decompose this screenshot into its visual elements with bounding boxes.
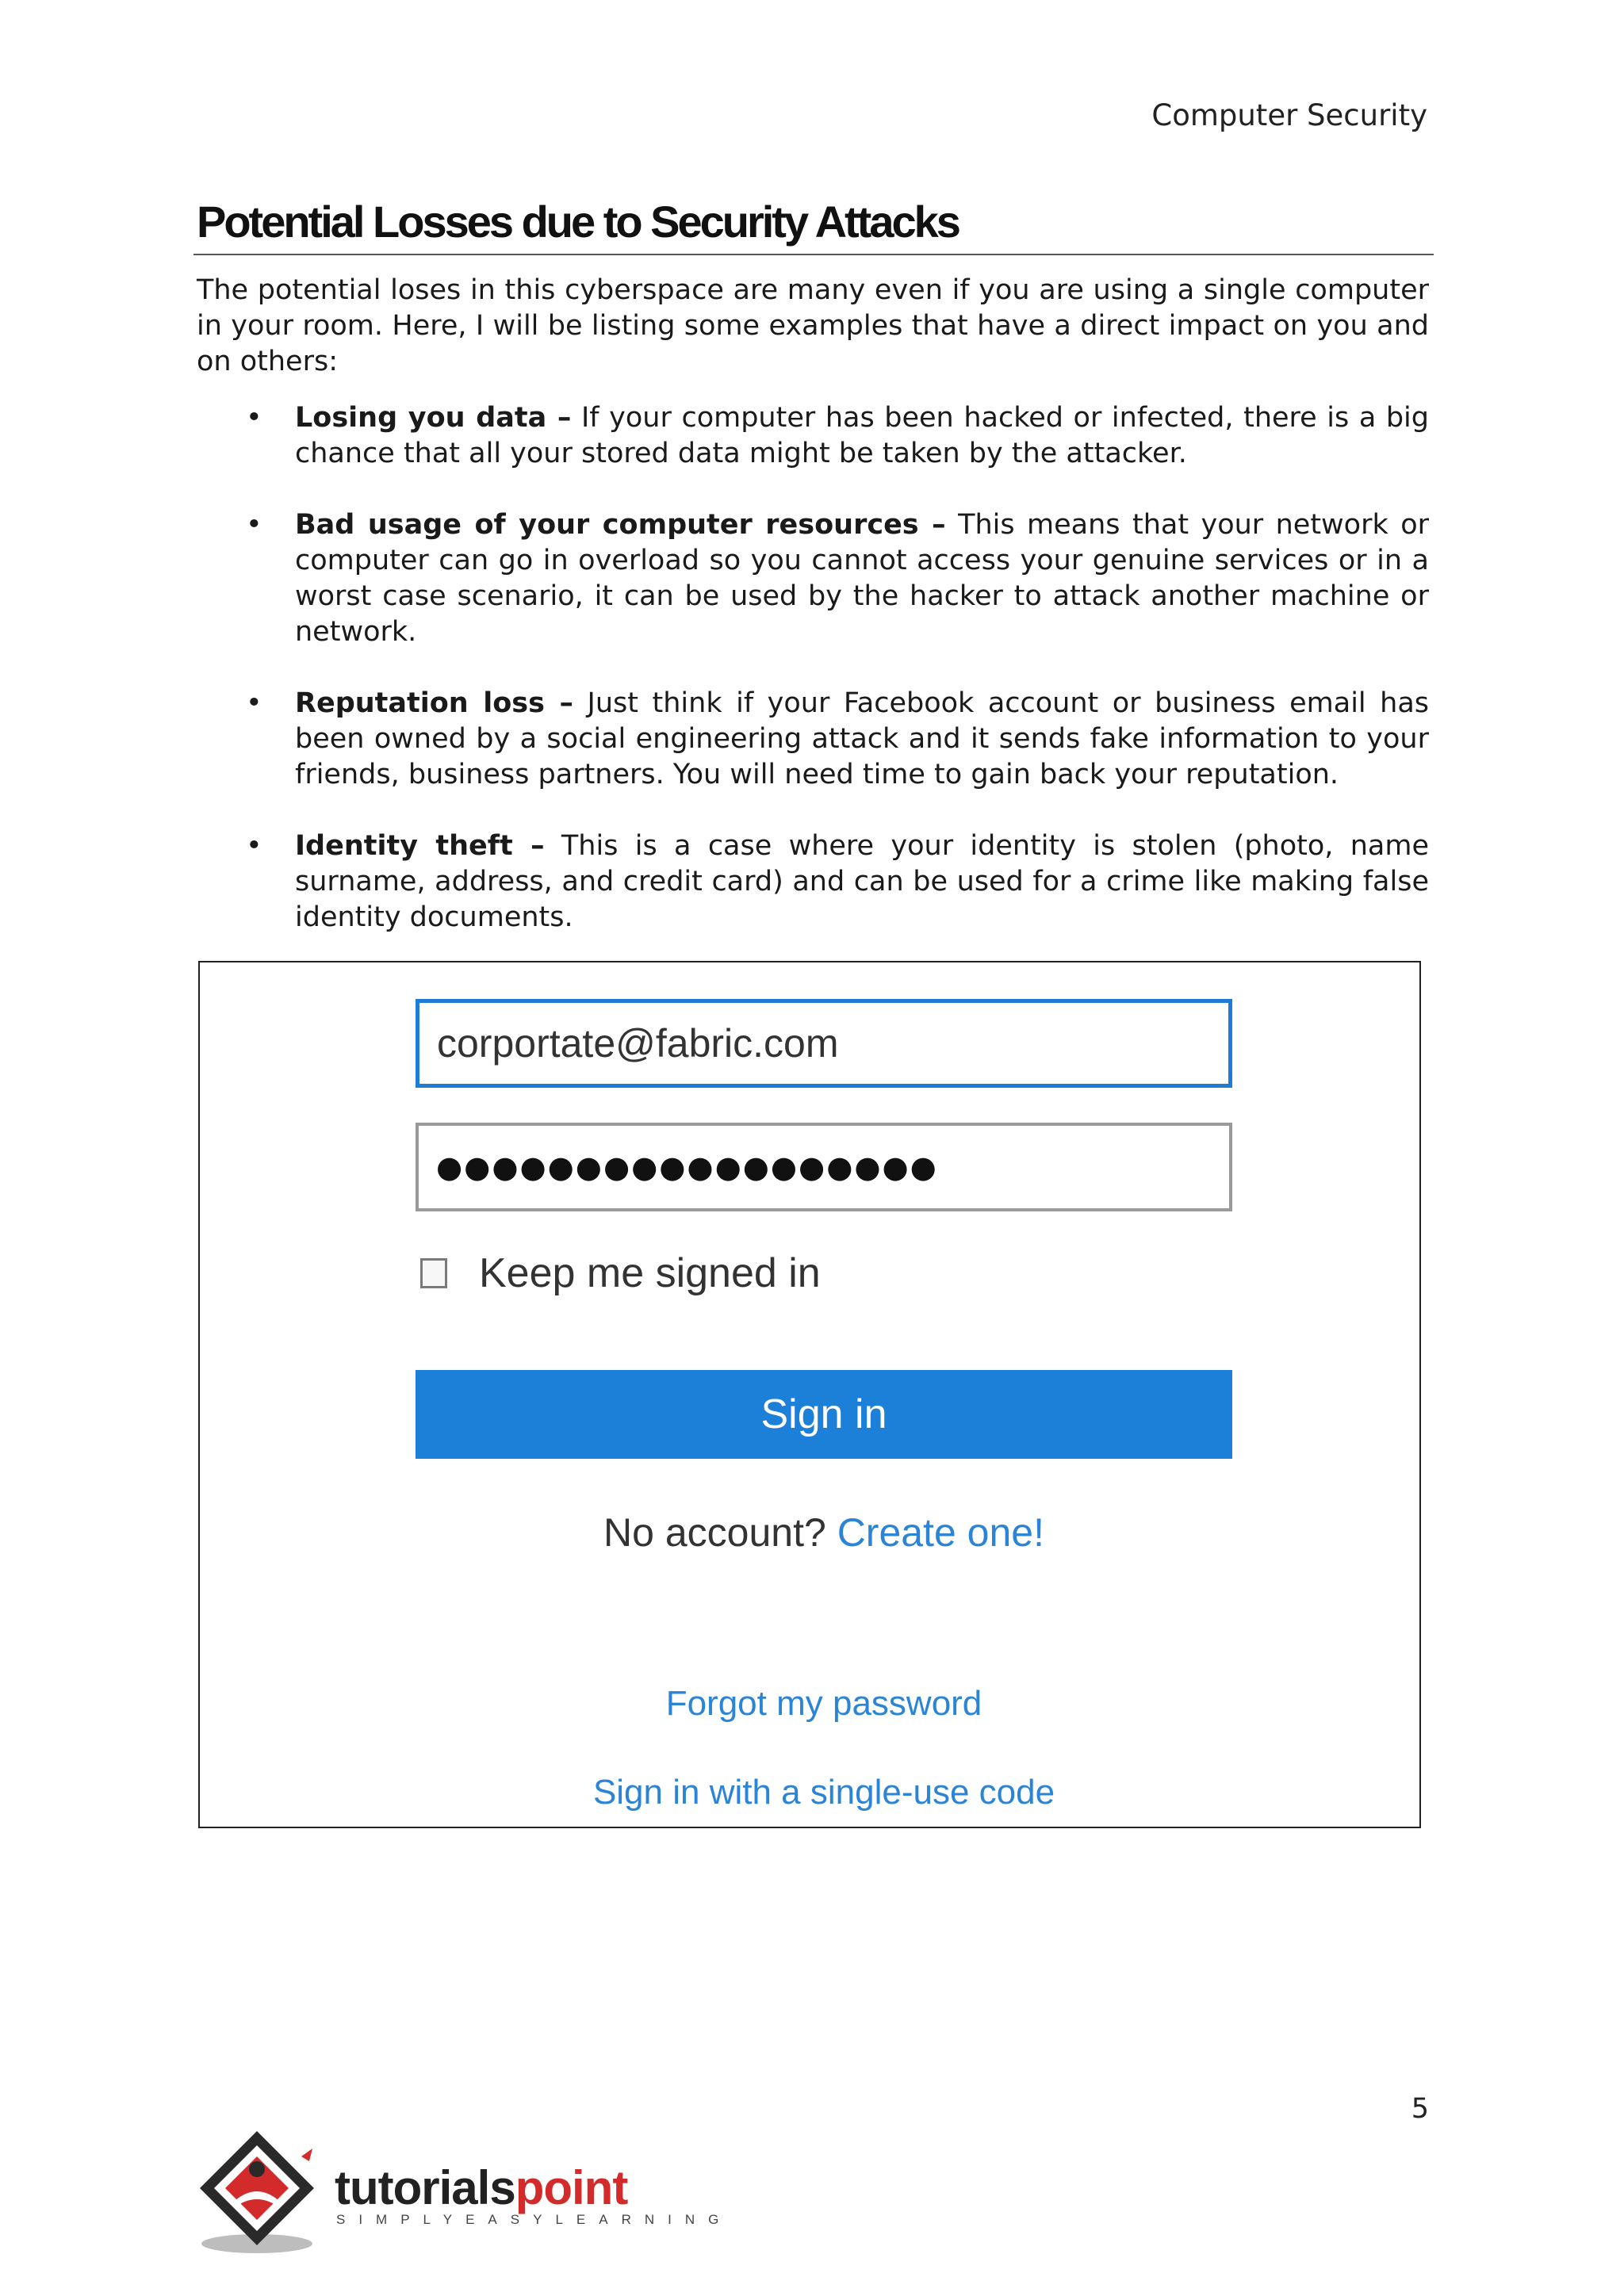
bullet-icon: • [246, 687, 262, 719]
intro-paragraph: The potential loses in this cyberspace are many even if you are using a single computer in your room. Here, I will be listing some examples that have a direct impact on you and on others: [197, 274, 1429, 377]
forgot-password-link[interactable]: Forgot my password [665, 1684, 982, 1723]
bullet-text: This is a case where your identity is stolen (photo, name surname, address, and credit card) and can be used for a crime like making false identity documents. [295, 830, 1429, 933]
sign-in-button[interactable]: Sign in [416, 1370, 1232, 1459]
section-title: Potential Losses due to Security Attacks [197, 197, 959, 247]
bullet-text: Just think if your Facebook account or business email has been owned by a social engineering attack and it sends fake information to your friends, business partners. You will need time to gain back your reputation. [295, 687, 1430, 790]
tutorialspoint-logo [193, 2125, 733, 2260]
loss-list [197, 400, 1429, 971]
no-account-line [416, 1510, 1232, 1556]
bullet-term: Losing you data – [295, 402, 572, 434]
password-mask: ●●●●●●●●●●●●●●●●●● [436, 1150, 938, 1184]
list-item [197, 400, 1429, 472]
logo-emblem-icon [193, 2125, 336, 2260]
title-underline [193, 254, 1434, 255]
list-item [197, 828, 1429, 936]
list-item [197, 507, 1429, 650]
page-number: 5 [1411, 2093, 1429, 2125]
bullet-icon: • [246, 509, 262, 541]
list-item [197, 686, 1429, 793]
logo-wordmark: tutorialspoint [335, 2161, 628, 2214]
keep-signed-in-label: Keep me signed in [479, 1250, 821, 1296]
bullet-icon: • [246, 830, 262, 862]
password-field[interactable] [416, 1123, 1232, 1211]
bullet-term: Reputation loss – [295, 687, 574, 719]
keep-signed-in-checkbox[interactable] [420, 1258, 447, 1288]
bullet-text: If your computer has been hacked or infected, there is a big chance that all your stored data might be taken by the attacker. [295, 402, 1429, 469]
no-account-text: No account? [603, 1510, 826, 1555]
single-use-code-link[interactable]: Sign in with a single-use code [592, 1773, 1055, 1812]
create-account-link[interactable]: Create one! [837, 1510, 1044, 1555]
bullet-term: Bad usage of your computer resources – [295, 509, 946, 541]
login-screenshot [198, 961, 1421, 1828]
remember-row [420, 1249, 821, 1297]
running-header: Computer Security [1151, 98, 1427, 132]
bullet-icon: • [246, 402, 262, 434]
bullet-term: Identity theft – [295, 830, 545, 862]
email-field[interactable]: corportate@fabric.com [416, 999, 1232, 1088]
bullet-text: This means that your network or computer can go in overload so you cannot access your genuine services or in a worst case scenario, it can be used by the hacker to attack another machine or network. [295, 509, 1429, 648]
logo-tagline: SIMPLYEASYLEARNING [336, 2212, 733, 2227]
